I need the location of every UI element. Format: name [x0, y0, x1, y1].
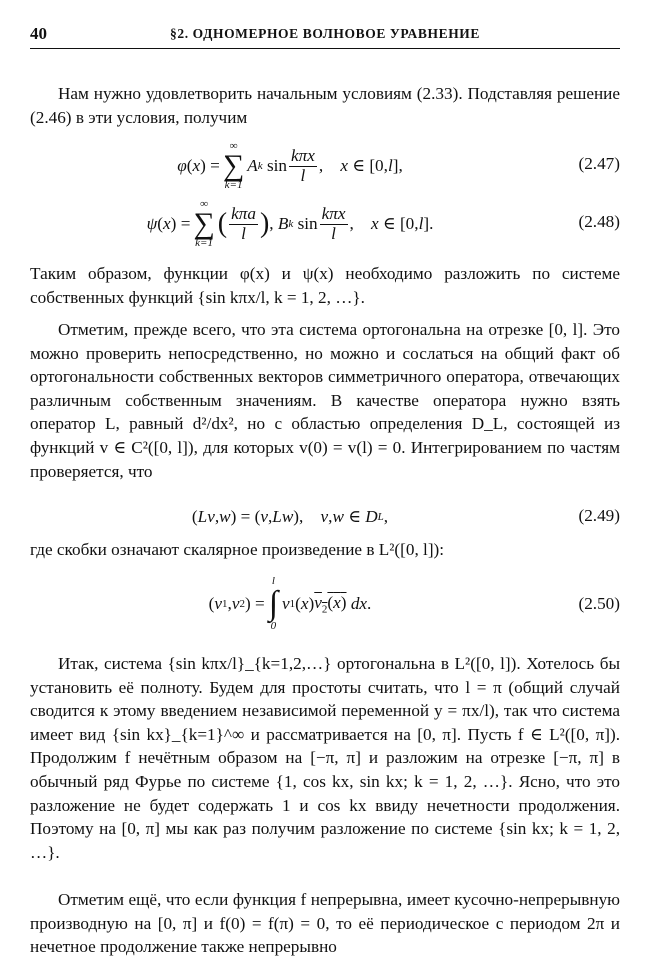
equation-body: ( Lv , w ) = ( v , Lw ), v , w ∈ D L ,: [191, 507, 389, 526]
equation-number: (2.47): [578, 154, 620, 173]
equation-body: φ ( x ) = ∞ ∑ k=1 A k sin $\frac{\text{kπx}}{l}$ , x ∈ [0, l ],: [177, 140, 403, 191]
paragraph-text: Итак, система {sin kπx/l}_{k=1,2,…} ортогональна в L²([0, l]). Хотелось бы установить её полноту. Будем для простоты считать, что l = π (общий случай сводится к этому введением независимой переменной y = πx/l), так что система имеет вид {sin kx}_{k=1}^∞ и рассматривается на [0, π]. Пусть f ∈ L²([0, π]). Продолжим f нечётным образом на [−π, π] и разложим на отрезке [−π, π] в обычный ряд Фурье по системе {1, cos kx, sin kx; k = 1, 2, …}. Ясно, что это разложение не будет содержать 1 и cos kx ввиду нечетности продолжения. Поэтому на [0, π] мы как раз получим разложение по системе {sin kx; k = 1, 2, …}.: [30, 654, 620, 862]
sum-symbol: ∞ ∑ k=1: [193, 198, 215, 249]
integral-symbol: l ∫ 0: [268, 575, 279, 632]
equation-number: (2.50): [578, 594, 620, 613]
equation-body: ( v 1 , v 2 ) = l ∫ 0 v 1 ( x ) $v_2(x)$ dx .: [208, 575, 372, 632]
equation-2-50: [30, 566, 620, 642]
equation-number: (2.48): [578, 212, 620, 231]
paragraph-expansion: [30, 262, 620, 309]
paragraph-text: Нам нужно удовлетворить начальным условиям (2.33). Подставляя решение (2.46) в эти условия, получим: [30, 84, 620, 127]
equation-2-49: [30, 502, 620, 532]
paragraph-scalar-product: [30, 538, 620, 562]
page-number: 40: [30, 24, 47, 43]
section-title: §2. ОДНОМЕРНОЕ ВОЛНОВОЕ УРАВНЕНИЕ: [170, 26, 481, 41]
paragraph-completeness: [30, 652, 620, 864]
sum-symbol: ∞ ∑ k=1: [222, 140, 245, 191]
equation-number: (2.49): [578, 506, 620, 525]
paragraph-text: где скобки означают скалярное произведение в L²([0, l]):: [30, 540, 445, 559]
paragraph-continuity: [30, 888, 620, 959]
equation-2-48: [30, 194, 620, 254]
equation-body: ψ ( x ) = ∞ ∑ k=1 ( $\frac{\text{kπa}}{l}$ ) , B k sin $\frac{\text{kπx}}{l}$ , x ∈ [0, l ].: [146, 198, 434, 249]
paragraph-text: Таким образом, функции φ(x) и ψ(x) необходимо разложить по системе собственных функций {sin kπx/l, k = 1, 2, …}.: [30, 264, 620, 307]
running-header: [30, 22, 620, 49]
equation-2-47: [30, 136, 620, 196]
paragraph-text: Отметим ещё, что если функция f непрерывна, имеет кусочно-непрерывную производную на [0, π] и f(0) = f(π) = 0, то её периодическое с периодом 2π и нечетное продолжение также непрерывно: [30, 890, 620, 957]
paragraph-intro: [30, 82, 620, 129]
paragraph-text: Отметим, прежде всего, что эта система ортогональна на отрезке [0, l]. Это можно проверить непосредственно, но можно и сослаться на общий факт об ортогональности собственных векторов симметричного оператора, отвечающих различным собственным значениям. В качестве оператора нужно взять оператор L, равный d²/dx², но с областью определения D_L, состоящей из функций v ∈ C²([0, l]), для которых v(0) = v(l) = 0. Интегрированием по частям проверяется, что: [30, 320, 620, 481]
paragraph-orthogonality: [30, 318, 620, 483]
